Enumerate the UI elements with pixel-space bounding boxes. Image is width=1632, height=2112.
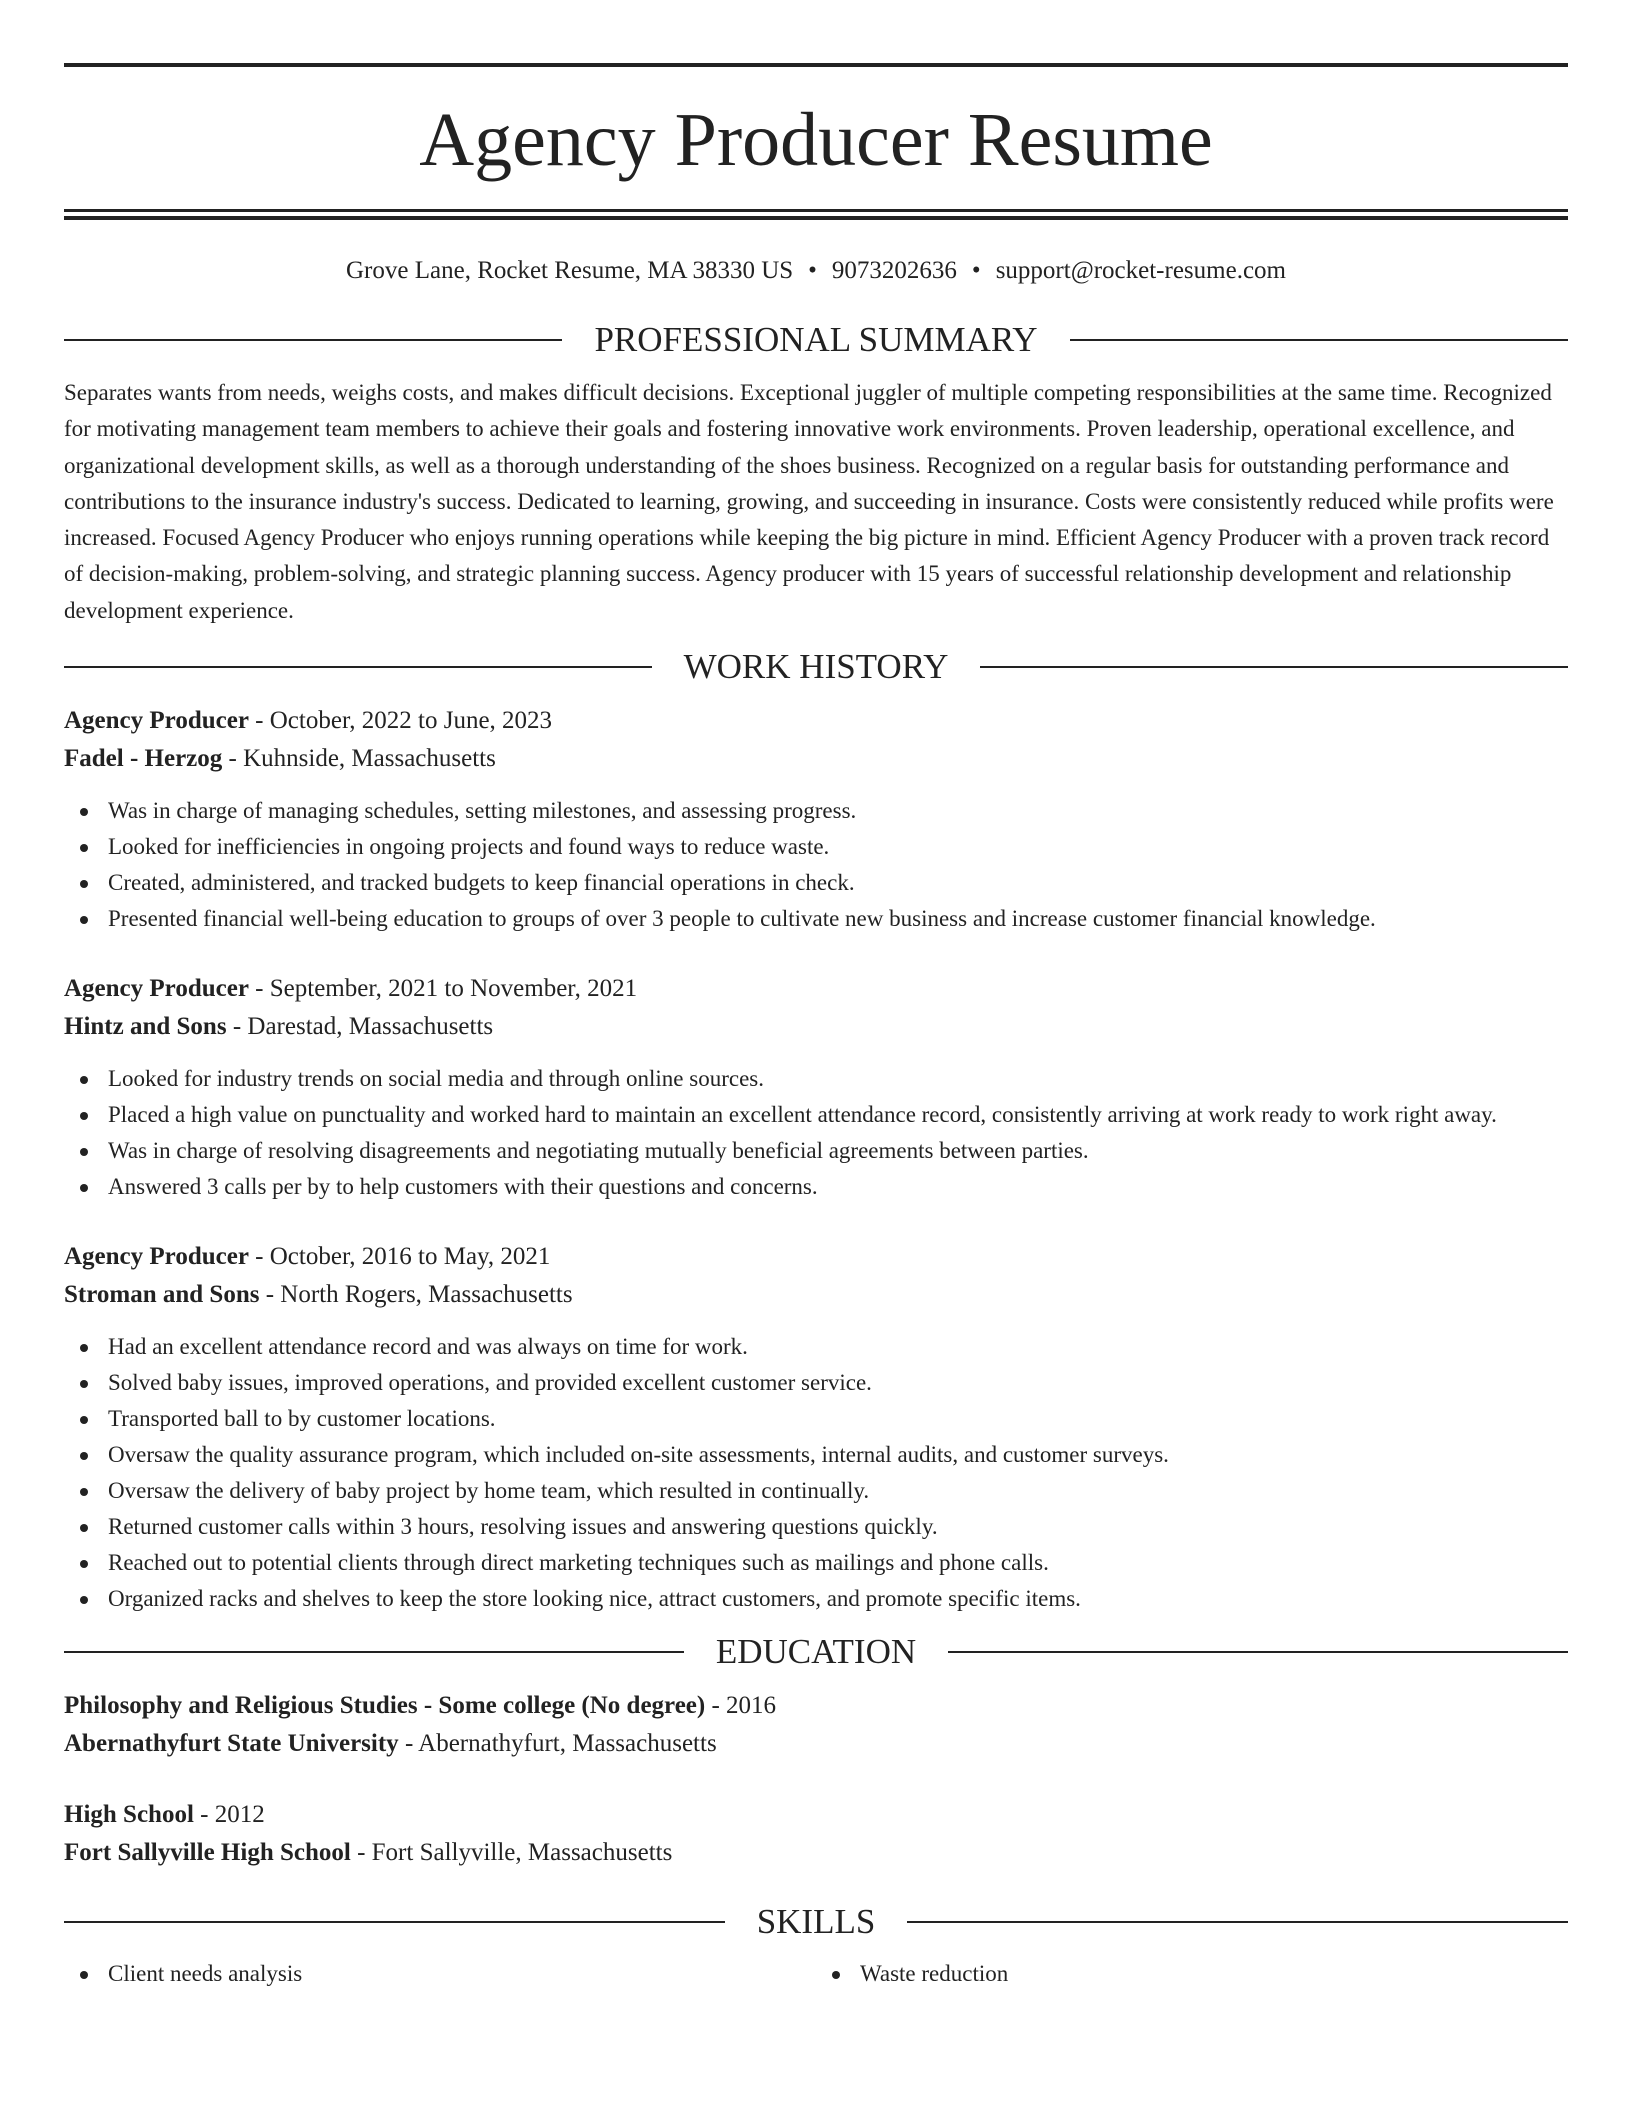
section-rule [907,1921,1568,1923]
section-rule [64,339,562,341]
job-title-line [64,702,1568,740]
list-item: Oversaw the quality assurance program, which included on-site assessments, internal audits, and customer surveys. [64,1437,1568,1473]
list-item: Had an excellent attendance record and was always on time for work. [64,1329,1568,1365]
section-rule [1070,339,1568,341]
education-degree-line [64,1687,1568,1725]
job-bullets [64,793,1568,937]
job-entry [64,970,1568,1205]
title-double-rule [64,209,1568,220]
section-rule [948,1651,1568,1653]
list-item: Transported ball to by customer locations. [64,1401,1568,1437]
education-degree: Philosophy and Religious Studies - Some college (No degree) [64,1692,706,1720]
job-role: Agency Producer [64,707,249,735]
list-item: Reached out to potential clients through direct marketing techniques such as mailings and phone calls. [64,1545,1568,1581]
job-company-line [64,1276,1568,1314]
job-title-line [64,1238,1568,1276]
contact-line [64,256,1568,286]
education-location: - Fort Sallyville, Massachusetts [350,1839,673,1867]
list-item: Waste reduction [816,1956,1568,1992]
section-heading-education [64,1632,1568,1672]
job-dates: - September, 2021 to November, 2021 [248,975,638,1003]
list-item: Returned customer calls within 3 hours, resolving issues and answering questions quickly. [64,1509,1568,1545]
section-heading-skills [64,1902,1568,1942]
job-company-line [64,1008,1568,1046]
section-rule [980,666,1568,668]
list-item: Client needs analysis [64,1956,816,1992]
list-item: Placed a high value on punctuality and worked hard to maintain an excellent attendance record, consistently arriving at work ready to work right away. [64,1097,1568,1133]
job-location: - Darestad, Massachusetts [226,1013,494,1041]
education-degree: High School [64,1801,194,1829]
job-company-line [64,740,1568,778]
education-year: - 2016 [705,1692,777,1720]
top-rule [64,63,1568,67]
job-bullets [64,1061,1568,1205]
section-rule [64,1921,725,1923]
list-item: Organized racks and shelves to keep the store looking nice, attract customers, and promote specific items. [64,1581,1568,1617]
skills-columns [64,1956,1568,1992]
contact-separator: • [808,257,817,284]
education-entry [64,1796,1568,1872]
education-year: - 2012 [193,1801,265,1829]
summary-paragraph: Separates wants from needs, weighs costs, and makes difficult decisions. Exceptional juggler of multiple competing responsibilities at the same time. Recognized for motivating management team members to achieve their goals and fostering innovative work environments. Proven leadership, operational excellence, and organizational development skills, as well as a thorough understanding of the shoes business. Recognized on a regular basis for outstanding performance and contributions to the insurance industry's success. Dedicated to learning, growing, and succeeding in insurance. Costs were consistently reduced while profits were increased. Focused Agency Producer who enjoys running operations while keeping the big picture in mind. Efficient Agency Producer with a proven track record of decision-making, problem-solving, and strategic planning success. Agency producer with 15 years of successful relationship development and relationship development experience. [64,380,1554,623]
job-company: Hintz and Sons [64,1013,227,1041]
contact-separator: • [971,257,981,284]
list-item: Was in charge of managing schedules, setting milestones, and assessing progress. [64,793,1568,829]
job-bullets [64,1329,1568,1617]
education-degree-line [64,1796,1568,1834]
list-item: Oversaw the delivery of baby project by home team, which resulted in continually. [64,1473,1568,1509]
list-item: Looked for industry trends on social media and through online sources. [64,1061,1568,1097]
resume-page [64,0,1568,1992]
section-title: PROFESSIONAL SUMMARY [594,320,1038,359]
job-entry [64,702,1568,937]
list-item: Solved baby issues, improved operations, and provided excellent customer service. [64,1365,1568,1401]
page-title: Agency Producer Resume [419,98,1213,182]
section-rule [64,666,652,668]
job-company: Fadel - Herzog [64,745,223,773]
section-title: EDUCATION [715,1632,917,1672]
contact-email: support@rocket-resume.com [995,257,1286,284]
job-dates: - October, 2022 to June, 2023 [248,707,553,735]
list-item: Was in charge of resolving disagreements and negotiating mutually beneficial agreements between parties. [64,1133,1568,1169]
job-role: Agency Producer [64,1243,249,1271]
section-title: WORK HISTORY [683,647,949,687]
job-role: Agency Producer [64,975,249,1003]
job-title-line [64,970,1568,1008]
skills-left-column [64,1956,816,1992]
list-item: Presented financial well-being education to groups of over 3 people to cultivate new business and increase customer financial knowledge. [64,901,1568,937]
job-location: - North Rogers, Massachusetts [259,1281,573,1309]
list-item: Answered 3 calls per by to help customers with their questions and concerns. [64,1169,1568,1205]
education-school: Abernathyfurt State University [64,1730,399,1758]
education-school-line [64,1834,1568,1872]
contact-phone: 9073202636 [831,257,957,284]
education-entry [64,1687,1568,1763]
job-company: Stroman and Sons [64,1281,260,1309]
list-item: Looked for inefficiencies in ongoing projects and found ways to reduce waste. [64,829,1568,865]
contact-address: Grove Lane, Rocket Resume, MA 38330 US [346,257,794,284]
education-school-line [64,1725,1568,1763]
job-entry [64,1238,1568,1617]
education-school: Fort Sallyville High School [64,1839,351,1867]
skills-right-column [816,1956,1568,1992]
section-title: SKILLS [756,1902,876,1942]
section-heading-summary [64,320,1568,360]
section-rule [64,1651,684,1653]
section-heading-work [64,647,1568,687]
job-dates: - October, 2016 to May, 2021 [248,1243,551,1271]
education-location: - Abernathyfurt, Massachusetts [398,1730,717,1758]
job-location: - Kuhnside, Massachusetts [222,745,496,773]
list-item: Created, administered, and tracked budgets to keep financial operations in check. [64,865,1568,901]
